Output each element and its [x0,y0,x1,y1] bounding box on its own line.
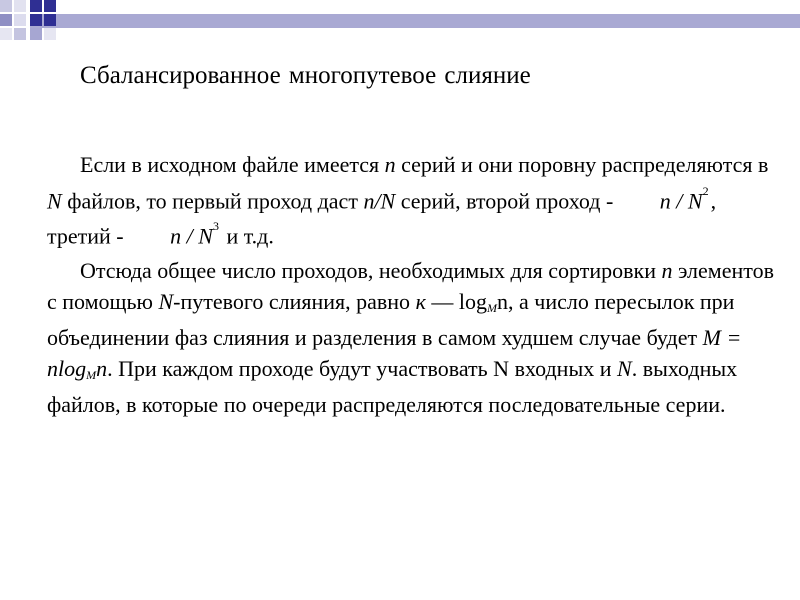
text-run: -путевого слияния, равно [173,288,416,314]
deco-square [44,14,56,26]
text-run: файлов, то первый проход даст [61,187,364,213]
var-N: N [158,288,174,314]
paragraph-complexity [47,256,775,421]
paragraph-passes [47,150,775,252]
log-base-subscript: M [86,367,97,382]
var-n: n [384,152,396,177]
text-run: Если в исходном файле имеется [80,152,385,177]
formula-n-over-N-cubed [129,216,221,252]
deco-square [30,28,42,40]
deco-square [0,0,12,12]
formula-exponent: 2 [702,183,709,198]
deco-square [14,28,26,40]
log-base-subscript: M [486,300,497,315]
text-run: и т.д. [220,223,274,249]
formula-n-over-N-squared [619,181,711,217]
text-run: серий, второй проход - [395,187,619,213]
deco-square [44,0,56,12]
text-run: , третий - [47,187,717,249]
slide-title: Сбалансированное многопутевое слияние [80,62,531,89]
deco-square [14,14,26,26]
slide-body [47,150,775,421]
expr-n-over-N: n/N [363,187,396,213]
text-run: . При каждом проходе будут участвовать N входных и [107,355,618,381]
var-N: N [47,187,62,213]
text-run: элементов с помощью [47,258,774,314]
var-N: N [617,355,632,381]
deco-square [30,14,42,26]
formula-base: n / N [170,223,213,249]
text-run: Отсюда общее число проходов, необходимых для сортировки [80,258,662,284]
formula-M-end: n [96,355,108,381]
formula-M: M = nlog [47,325,742,381]
text-run: серий и они поровну распределяются в [395,152,769,177]
formula-exponent: 3 [212,219,219,234]
text-run: n, а число пересылок при объединении фаз слияния и разделения в самом худшем случае будет [47,288,735,351]
deco-square [14,0,26,12]
deco-square [44,28,56,40]
deco-square [30,0,42,12]
deco-square [0,28,12,40]
var-k: к [415,288,426,314]
header-bar [30,14,800,28]
formula-base: n / N [659,187,703,213]
text-run: — log [425,288,487,314]
var-n: n [661,258,673,284]
decorative-checkerboard-header [0,0,800,48]
deco-square [0,14,12,26]
text-run: . выходных файлов, в которые по очереди распределяются последовательные серии. [47,355,738,418]
